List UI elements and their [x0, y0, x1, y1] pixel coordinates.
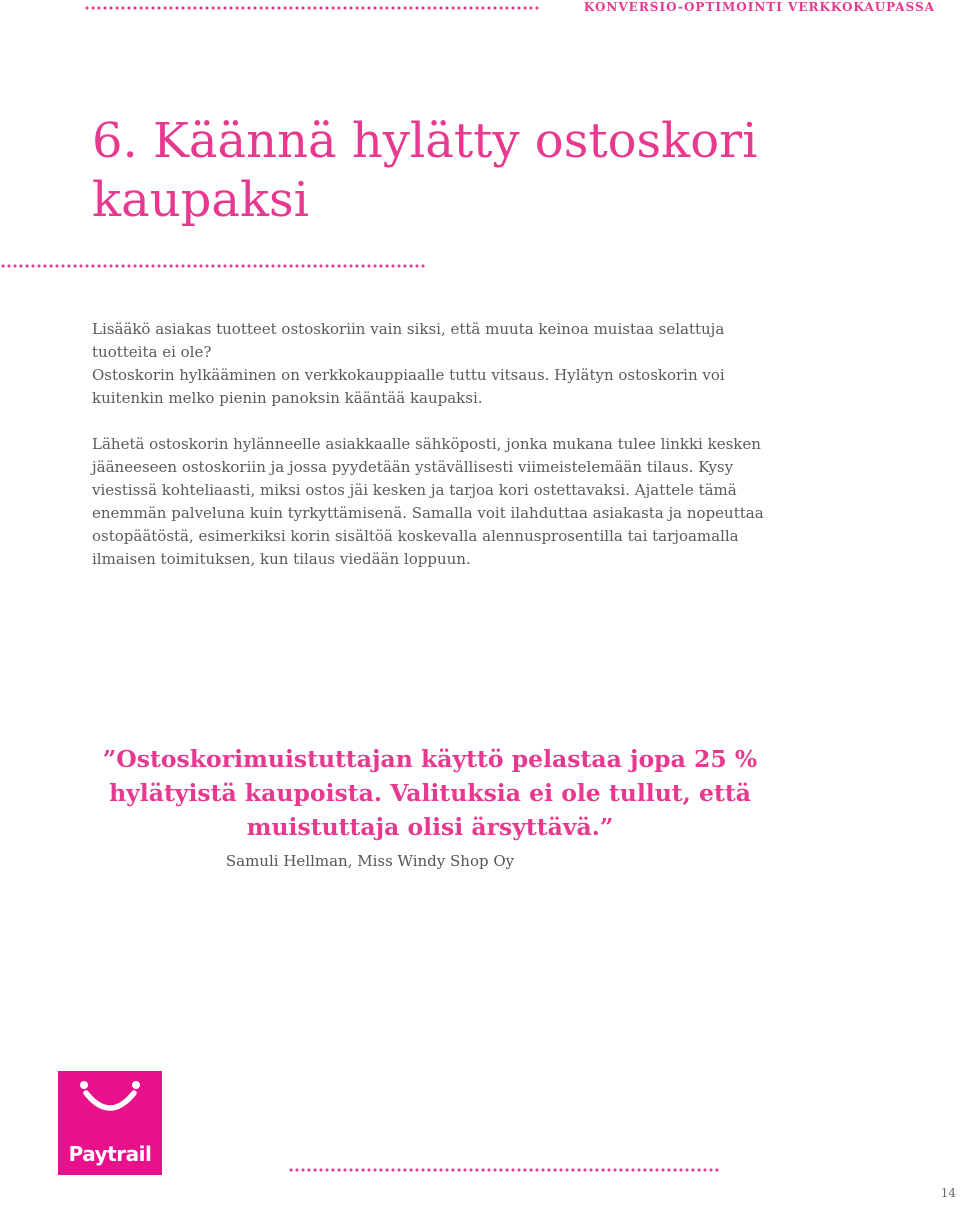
page-title-line2: kaupaksi: [92, 172, 310, 228]
logo-wordmark: Paytrail: [68, 1142, 152, 1166]
pull-quote: [90, 742, 770, 844]
paragraph-1: Lisääkö asiakas tuotteet ostoskoriin vain siksi, että muuta keinoa muistaa selattuja tuotteita ei ole?: [92, 320, 725, 361]
quote-line2: hylätyistä kaupoista. Valituksia ei ole tullut, että: [109, 779, 751, 807]
footer-dotted-rule: [288, 1168, 720, 1172]
quote-author: Samuli Hellman, Miss Windy Shop Oy: [225, 852, 515, 870]
header-dotted-rule: [84, 6, 540, 10]
header-label: KONVERSIO-OPTIMOINTI VERKKOKAUPASSA: [583, 0, 935, 14]
shopping-bag-icon: [58, 1071, 162, 1141]
page-title: [92, 112, 892, 230]
title-dotted-rule: [0, 264, 426, 268]
paragraph-2: Ostoskorin hylkääminen on verkkokauppiaalle tuttu vitsaus. Hylätyn ostoskorin voi kuitenkin melko pienin panoksin kääntää kaupaksi.: [92, 366, 725, 407]
page-title-line1: 6. Käännä hylätty ostoskori: [92, 113, 758, 169]
quote-line1: ”Ostoskorimuistuttajan käyttö pelastaa jopa 25 %: [102, 745, 758, 773]
page-number: 14: [940, 1186, 956, 1200]
paytrail-logo: [58, 1071, 162, 1175]
paragraph-3: Lähetä ostoskorin hylänneelle asiakkaalle sähköposti, jonka mukana tulee linkki kesken jääneeseen ostoskoriin ja jossa pyydetään ystävällisesti viimeistelemään tilaus. Kysy viestissä kohteliaasti, miksi ostos jäi kesken ja tarjoa kori ostettavaksi. Ajattele tämä enemmän palveluna kuin tyrkyttämisenä. Samalla voit ilahduttaa asiakasta ja nopeuttaa ostopäätöstä, esimerkiksi korin sisältöä koskevalla alennusprosentilla tai tarjoamalla ilmaisen toimituksen, kun tilaus viedään loppuun.: [92, 435, 764, 568]
advice-paragraph: [92, 433, 782, 571]
problem-paragraph: [92, 364, 782, 410]
quote-line3: muistuttaja olisi ärsyttävä.”: [246, 813, 614, 841]
intro-paragraph: [92, 318, 792, 364]
